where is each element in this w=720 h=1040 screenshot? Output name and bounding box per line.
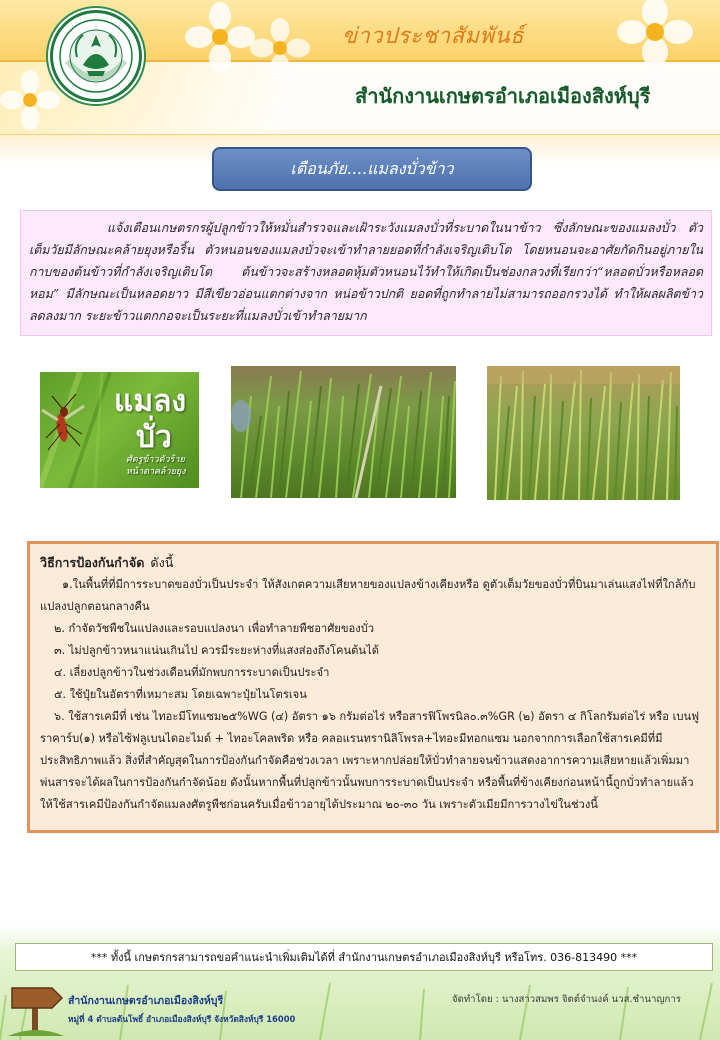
office-title: สำนักงานเกษตรอำเภอเมืองสิงห์บุรี	[355, 84, 651, 108]
news-label: ข่าวประชาสัมพันธ์	[342, 24, 525, 49]
intro-box	[20, 210, 712, 336]
warning-title: เตือนภัย....แมลงบั่วข้าว	[212, 147, 532, 191]
footer-address: หมู่ที่ 4 ตำบลต้นโพธิ์ อำเภอเมืองสิงห์บุรี จังหวัดสิงห์บุรี 16000	[68, 1014, 296, 1024]
flower-icon	[610, 0, 700, 70]
intro-text: แจ้งเตือนเกษตรกรผู้ปลูกข้าวให้หมั่นสำรวจและเฝ้าระวังแมลงบั่วที่ระบาดในนาข้าว ซึ่งลักษณะของแมลงบั่ว ตัวเต็มวัยมีลักษณะคล้ายยุงหรือริ้น ตัวหนอนของแมลงบั่วจะเข้าทำลายยอดที่กำลังเจริญเติบโต โดยหนอนจะอาศัยกัดกินอยู่ภายในกาบของต้นข้าวที่กำลังเจริญเติบโต ต้นข้าวจะสร้างหลอดหุ้มตัวหนอนไว้ทำให้เกิดเป็นช่องกลวงที่เรียกว่า“หลอดบั่วหรือหลอดหอม” มีลักษณะเป็นหลอดยาว มีสีเขียวอ่อนแตกต่างจาก หน่อข้าวปกติ ยอดที่ถูกทำลายไม่สามารถออกรวงได้ ทำให้ผลผลิตข้าวลดลงมาก ระยะข้าวแตกกอจะเป็นระยะที่แมลงบั่วเข้าทำลายมาก	[29, 220, 703, 323]
header-banner	[0, 0, 720, 165]
agency-seal-logo	[50, 10, 142, 102]
rice-field-damage-photo	[231, 366, 456, 498]
prevention-item-6: ๖. ใช้สารเคมีที่ เช่น ไทอะมีโทแซม๒๕%WG (๔) อัตรา ๑๖ กรัมต่อไร่ หรือสารฟิโพรนิล๐.๓%GR (๒) อัตรา ๔ กิโลกรัมต่อไร่ หรือ เบนฟูราคาร์บ(๑) หรือไซ้ฟลูเบนไดอะไมด์ + ไทอะโคลพริด หรือ คลอแรนทรานิลิโพรล+ไทอะมีทอกแซม นอกจากการเลือกใช้สารเคมีที่มีประสิทธิภาพแล้ว สิ่งที่สำคัญสุดในการป้องกันกำจัดคือช่วงเวลา เพราะหากปล่อยให้บั่วทำลายจนข้าวแสดงอาการความเสียหายแล้วเพิ่มมาพ่นสารจะได้ผลในการป้องกันกำจัดน้อย ดังนั้นหากพื้นที่ปลูกข้าวนั้นพบการระบาดเป็นประจำ หรือพื้นที่ข้างเคียงก่อนหน้านี้ถูกบั่วทำลายแล้ว ให้ใช้สารเคมีป้องกันกำจัดแมลงศัตรูพืชก่อนครับเมื่อข้าวอายุได้ประมาณ ๒๐-๓๐ วัน เพราะตัวเมียมีการวางไข่ในช่วงนี้	[40, 710, 700, 811]
footer-office-name: สำนักงานเกษตรอำเภอเมืองสิงห์บุรี	[68, 995, 224, 1007]
prevention-item-3: ๓. ไม่ปลูกข้าวหนาแน่นเกินไป ควรมีระยะห่างที่แสงส่องถึงโคนต้นได้	[54, 644, 379, 657]
prevention-heading-text: วิธีการป้องกันกำจัด	[40, 555, 145, 570]
prevention-heading-suffix: ดังนี้	[150, 555, 174, 570]
prevention-item-1: ๑.ในพื้นที่ที่มีการระบาดของบั่วเป็นประจำ ให้สังเกตความเสียหายของแปลงข้างเคียงหรือ ดูตัวเต็มวัยของบั่วที่บินมาเล่นแสงไฟที่ใกล้กับแปลงปลูกตอนกลางคืน	[40, 578, 696, 613]
prevention-heading	[40, 552, 702, 574]
insect-word-1: แมลง	[114, 384, 187, 419]
prevention-item-5: ๕. ใช้ปุ๋ยในอัตราที่เหมาะสม โดยเฉพาะปุ๋ยไนโตรเจน	[54, 688, 307, 701]
insect-word-2: บั่ว	[136, 420, 172, 455]
rice-tillers-photo	[487, 366, 680, 500]
insect-caption-line-1: ศัตรูข้าวตัวร้าย	[126, 455, 185, 465]
signpost-icon	[8, 980, 64, 1036]
seal-emblem-icon	[53, 13, 139, 99]
rice-stalks-icon	[231, 366, 456, 498]
insect-caption-line-2: หน้าตาคล้ายยุง	[126, 467, 186, 477]
flower-icon	[250, 18, 310, 78]
flower-icon	[185, 2, 255, 72]
footer-credit: จัดทำโดย : นางสาวสมพร จิตต์จำนงค์ นวส.ชำนาญการ	[452, 994, 681, 1005]
prevention-item-2: ๒. กำจัดวัชพืชในแปลงและรอบแปลงนา เพื่อทำลายพืชอาศัยของบั่ว	[54, 622, 375, 635]
rice-tillers-icon	[487, 366, 680, 500]
rice-gall-midge-photo	[40, 372, 199, 488]
prevention-item-4: ๔. เลี่ยงปลูกข้าวในช่วงเดือนที่มักพบการระบาดเป็นประจำ	[54, 666, 330, 679]
flower-icon	[0, 70, 60, 130]
prevention-box	[27, 541, 719, 833]
contact-bar: *** ทั้งนี้ เกษตรกรสามารถขอคำแนะนำเพิ่มเติมได้ที่ สำนักงานเกษตรอำเภอเมืองสิงห์บุรี หรือโทร. 036-813490 ***	[15, 943, 713, 971]
insect-caption	[126, 454, 186, 478]
